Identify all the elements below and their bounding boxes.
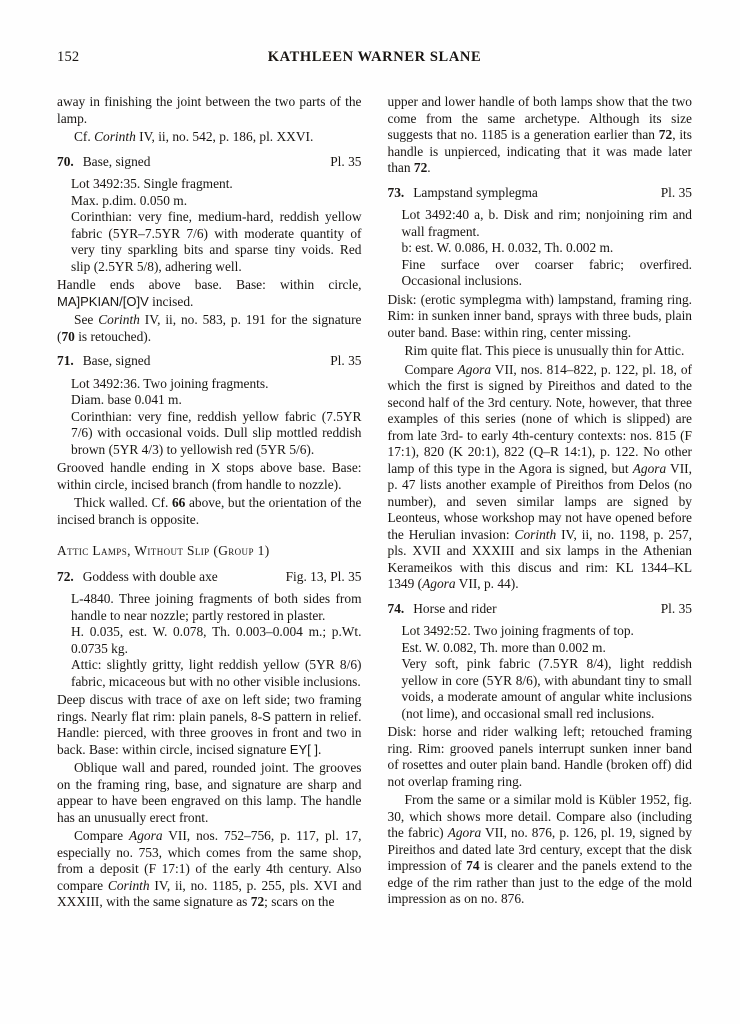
text-run: , its handle is unpierced, indicating that it was made later than xyxy=(387,127,692,175)
catalog-entry-header xyxy=(388,601,693,618)
italic-citation: Agora xyxy=(129,828,163,843)
text-run: Disk: (erotic symplegma with) lampstand, framing ring. Rim: in sunken inner band, sprays with three buds, plain outer band. Base: within ring, center missing. xyxy=(387,291,692,340)
page-number: 152 xyxy=(57,49,80,65)
catalog-detail-line xyxy=(402,623,693,640)
text-run: VII, nos. 814–822, p. 122, pl. 18, of which the first is signed by Pireithos and dated to the second half of the 3rd century. Note, however, that three examples of this series (none of which is slipped) are from late 3rd- to early 4th-century contexts: nos. 815 (F 17:1), 820 (K 20:1), 822 (Q–R 14:1), p. 122. No other lamp of this type in the Agora is signed, but xyxy=(387,361,692,476)
text-run: incised. xyxy=(148,293,194,309)
text-run: Attic: slightly gritty, light reddish yellow (5YR 8/6) fabric, micaceous but with no other visible inclusions. xyxy=(71,657,362,689)
text-run: Lot 3492:36. Two joining fragments. xyxy=(71,375,269,391)
catalog-detail-line xyxy=(402,257,693,290)
text-run: IV, ii, no. 1198, p. 257, pls. XVII and XXXIII and six lamps in the Athenian Kerameikos with this discus and rim: KL 1344–KL 1349 ( xyxy=(387,526,692,591)
paragraph xyxy=(388,94,693,177)
text-run: Fine surface over coarser fabric; overfired. Occasional inclusions. xyxy=(401,256,692,288)
paragraph xyxy=(57,460,362,493)
paragraph xyxy=(388,724,693,790)
text-run: pattern in relief. Handle: pierced, with three grooves in front and two in back. Base: within circle, incised signature xyxy=(57,708,362,757)
text-run: VII, nos. 752–756, p. 117, pl. 17, especially no. 753, which comes from the same shop, from a deposit (F 17:1) of the early 4th century. Also compare xyxy=(57,828,362,893)
bold-catalog-ref: 66 xyxy=(171,495,186,510)
running-header xyxy=(57,49,692,66)
text-run: Handle ends above base. Base: within circle, xyxy=(57,277,362,292)
text-run: IV, ii, no. 583, p. 191 for the signature ( xyxy=(57,312,362,344)
text-run: Corinthian: very fine, reddish yellow fabric (7.5YR 7/6) with occasional voids. Dull slip mottled reddish brown (5YR 4/3) to yellowish red (5YR 5/6). xyxy=(71,408,362,457)
text-run: VII, p. 47 lists another example of Pireithos from Delos (no number), and seven similar lamps are signed by Leonteus, whose workshop may not have opened before the Herulian invasion: xyxy=(387,460,692,542)
entry-number-title xyxy=(57,154,150,171)
text-run: . xyxy=(427,160,431,175)
left-column xyxy=(57,92,362,911)
text-run: Deep discus with trace of axe on left side; two framing rings. Nearly flat rim: plain panels, 8- xyxy=(57,692,362,724)
text-run: Lot 3492:52. Two joining fragments of top. xyxy=(401,623,634,638)
text-run: Compare xyxy=(74,828,130,843)
catalog-detail-line xyxy=(71,176,362,193)
entry-number-title xyxy=(388,601,497,618)
catalog-detail-line xyxy=(71,409,362,459)
catalog-detail-line xyxy=(402,640,693,657)
text-run: Grooved handle ending in xyxy=(57,460,212,475)
catalog-detail-line xyxy=(71,657,362,690)
entry-number: 73. xyxy=(387,184,405,200)
text-run: IV, ii, no. 542, p. 186, pl. XXVI. xyxy=(135,129,314,144)
text-run: above, but the orientation of the incised branch is opposite. xyxy=(57,495,362,527)
text-run: stops above base. Base: within circle, incised branch (from handle to nozzle). xyxy=(57,460,362,492)
text-run: Corinthian: very fine, medium-hard, reddish yellow fabric (5YR–7.5YR 7/6) with moderate quantity of very tiny sparkling bits and sparse tiny voids. Red slip (2.5YR 5/8), adhering well. xyxy=(71,209,362,274)
text-run: Max. p.dim. 0.050 m. xyxy=(71,192,188,208)
text-run: is retouched). xyxy=(74,328,152,344)
inscription-text: EY[ ] xyxy=(289,741,318,757)
paragraph xyxy=(388,792,693,908)
running-head-title: KATHLEEN WARNER SLANE xyxy=(267,49,482,65)
italic-citation: Agora xyxy=(422,576,456,591)
italic-citation: Corinth xyxy=(514,526,557,542)
text-run: Lot 3492:35. Single fragment. xyxy=(71,176,233,191)
text-run: Lot 3492:40 a, b. Disk and rim; nonjoining rim and wall fragment. xyxy=(401,207,692,239)
text-run: L-4840. Three joining fragments of both sides from handle to near nozzle; partly restored in plaster. xyxy=(71,591,362,623)
paragraph xyxy=(57,692,362,758)
text-run: H. 0.035, est. W. 0.078, Th. 0.003–0.004 m.; p.Wt. 0.0735 kg. xyxy=(71,624,362,656)
inscription-text: MA]PKIAN/[O]V xyxy=(57,293,149,309)
text-run: VII, p. 44). xyxy=(455,576,519,591)
text-run: ; scars on the xyxy=(264,894,335,909)
paragraph xyxy=(57,760,362,826)
entry-number-title xyxy=(388,185,538,202)
entry-number: 70. xyxy=(57,153,74,169)
text-run: is clearer and the panels extend to the edge of the rim rather than just to the edge of the mold impression as on no. 876. xyxy=(387,858,692,906)
paragraph xyxy=(57,828,362,911)
entry-number: 74. xyxy=(387,600,405,616)
text-run: VII, no. 876, p. 126, pl. 19, signed by Pireithos and dated late 3rd century, except that the disk impression of xyxy=(387,825,692,873)
entry-title: Goddess with double axe xyxy=(82,568,218,584)
text-run: Very soft, pink fabric (7.5YR 8/4), light reddish yellow in core (5YR 8/6), with abundant tiny to small voids, a moderate amount of angular white inclusions (not lime), and occasional small red inclusions. xyxy=(401,656,692,721)
bold-catalog-ref: 74 xyxy=(466,858,480,873)
catalog-detail-line xyxy=(402,656,693,722)
bold-catalog-ref: 72 xyxy=(658,127,673,142)
catalog-detail-line xyxy=(71,392,362,409)
plate-reference: Fig. 13, Pl. 35 xyxy=(285,568,362,584)
catalog-entry-header xyxy=(57,154,362,171)
text-columns xyxy=(57,92,692,911)
text-run: See xyxy=(74,312,99,327)
entry-number: 71. xyxy=(57,353,74,368)
catalog-detail-line xyxy=(402,207,693,240)
entry-title: Base, signed xyxy=(82,153,151,169)
paragraph xyxy=(388,362,693,593)
plate-reference: Pl. 35 xyxy=(330,353,362,368)
catalog-entry-header xyxy=(388,185,693,202)
text-run: . xyxy=(317,741,322,757)
text-run: Disk: horse and rider walking left; retouched framing ring. Rim: grooved panels interrupt sunken inner band of rosettes and outer plain band. Handle (broken off) did not overlap framing ring. xyxy=(387,724,692,789)
catalog-detail-line xyxy=(71,624,362,657)
entry-number: 72. xyxy=(57,568,74,584)
right-column xyxy=(388,92,693,911)
paragraph xyxy=(388,343,693,360)
entry-title: Horse and rider xyxy=(413,600,497,616)
text-run: b: est. W. 0.086, H. 0.032, Th. 0.002 m. xyxy=(401,240,614,255)
entry-number-title xyxy=(57,353,150,370)
entry-number-title xyxy=(57,569,218,586)
plate-reference: Pl. 35 xyxy=(330,153,362,169)
paragraph xyxy=(57,312,362,345)
entry-title: Base, signed xyxy=(82,353,151,368)
catalog-detail-line xyxy=(71,193,362,210)
catalog-entry-header xyxy=(57,569,362,586)
bold-catalog-ref: 70 xyxy=(61,328,75,344)
bold-catalog-ref: 72 xyxy=(413,160,428,175)
text-run: Oblique wall and pared, rounded joint. The grooves on the framing ring, base, and signature are sharp and appear to have been engraved on this lamp. The handle has an unusually erect front. xyxy=(57,760,362,825)
catalog-entry-header xyxy=(57,353,362,370)
italic-citation: Agora xyxy=(447,825,482,840)
text-run: away in finishing the joint between the two parts of the lamp. xyxy=(57,94,362,126)
paragraph xyxy=(57,495,362,528)
catalog-detail-line xyxy=(71,376,362,393)
text-run: Rim quite flat. This piece is unusually thin for Attic. xyxy=(404,343,685,358)
inscription-text: S xyxy=(262,708,271,724)
text-run: Diam. base 0.041 m. xyxy=(71,392,182,407)
text-run: Compare xyxy=(404,361,458,377)
bold-catalog-ref: 72 xyxy=(250,894,265,909)
text-run: Est. W. 0.082, Th. more than 0.002 m. xyxy=(401,639,606,655)
catalog-detail-line xyxy=(402,240,693,257)
paragraph xyxy=(57,94,362,127)
text-run: Cf. xyxy=(74,129,95,144)
italic-citation: Agora xyxy=(632,460,667,476)
entry-title: Lampstand symplegma xyxy=(413,184,538,200)
plate-reference: Pl. 35 xyxy=(660,184,692,200)
inscription-text: X xyxy=(211,460,221,475)
text-run: From the same or a similar mold is Kübler 1952, fig. 30, which shows more detail. Compare also (including the fabric) xyxy=(387,792,692,840)
text-run: IV, ii, no. 1185, p. 255, pls. XVI and XXXIII, with the same signature as xyxy=(57,877,362,909)
paragraph xyxy=(57,277,362,310)
text-run: upper and lower handle of both lamps show that the two come from the same archetype. Although its size suggests that no. 1185 is a generation earlier than xyxy=(387,94,692,142)
italic-citation: Corinth xyxy=(94,129,136,144)
italic-citation: Corinth xyxy=(107,877,150,893)
italic-citation: Agora xyxy=(457,361,492,377)
section-heading: Attic Lamps, Without Slip (Group 1) xyxy=(57,543,270,558)
text-run: Thick walled. Cf. xyxy=(74,495,172,510)
catalog-detail-line xyxy=(71,209,362,275)
paragraph xyxy=(57,129,362,146)
paragraph xyxy=(388,292,693,342)
plate-reference: Pl. 35 xyxy=(660,600,692,616)
italic-citation: Corinth xyxy=(98,312,140,327)
catalog-detail-line xyxy=(71,591,362,624)
